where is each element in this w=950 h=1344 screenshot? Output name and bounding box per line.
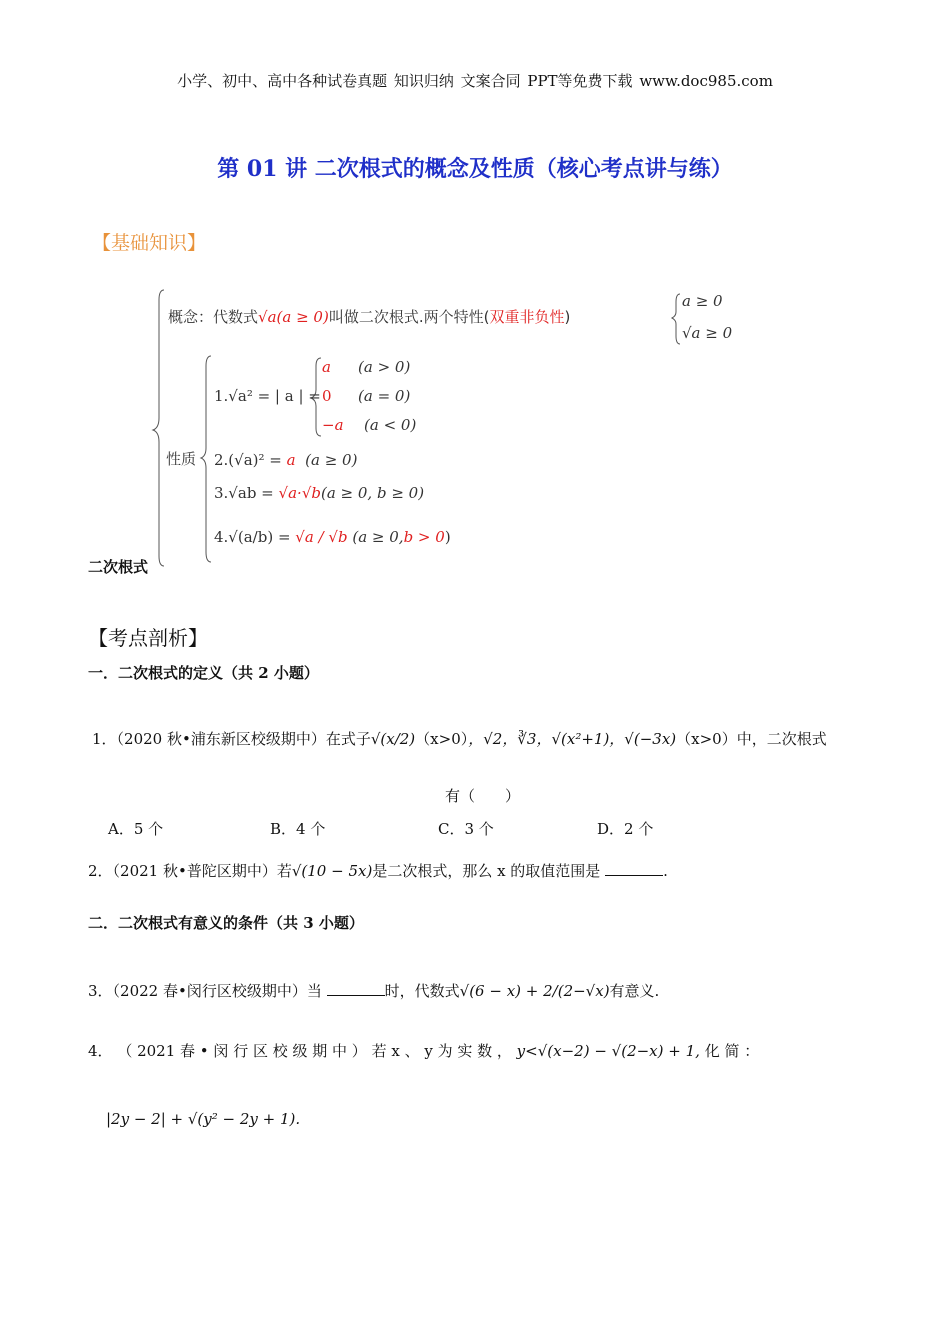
section-2-heading: 二．二次根式有意义的条件（共 3 小题）: [88, 914, 364, 932]
property-label: 性质: [166, 450, 197, 468]
property-1: 1.√a² = | a | =: [214, 387, 321, 405]
section-1-heading: 一．二次根式的定义（共 2 小题）: [88, 664, 319, 682]
property-2: 2.(√a)² = a (a ≥ 0): [214, 451, 358, 469]
q2-answer-blank[interactable]: [605, 861, 663, 876]
q1-option-a: A．5 个: [108, 820, 164, 838]
q4-simplify-expression: |2y − 2| + √(y² − 2y + 1).: [106, 1110, 301, 1128]
p1-case-3: −a (a < 0): [322, 416, 417, 434]
question-1-line-2: 有（ ）: [445, 787, 521, 805]
concept-label: 概念：代数式: [168, 308, 259, 326]
question-4: 4． （ 2021 春 • 闵 行 区 校 级 期 中 ） 若 x 、 y 为 实 数 ， y<√(x−2) − √(2−x) + 1, 化 简 ：: [88, 1042, 760, 1060]
q1-expr-1: √(x/2): [370, 730, 416, 748]
property-4: 4.√(a/b) = √a / √b (a ≥ 0,b > 0): [214, 528, 451, 546]
q2-expression: √(10 − 5x): [291, 862, 373, 880]
q3-answer-blank[interactable]: [327, 981, 385, 996]
q1-expr-2: ，√2，∛3，√(x²+1)，√(−3x): [468, 730, 677, 748]
property-3: 3.√ab = √a·√b(a ≥ 0, b ≥ 0): [214, 484, 425, 502]
concept-expression: √a(a ≥ 0): [258, 308, 329, 326]
question-2: 2．（2021 秋•普陀区期中）若√(10 − 5x)是二次根式，那么 x 的取值范围是 .: [88, 862, 668, 880]
q3-expression: √(6 − x) + 2/(2−√x): [459, 982, 610, 1000]
p1-case-2: 0 (a = 0): [322, 387, 411, 405]
question-1: 1．（2020 秋•浦东新区校级期中）在式子√(x/2)（x>0），√2，∛3，√(x²+1)，√(−3x)（x>0）中，二次根式: [92, 730, 827, 748]
question-3: 3．（2022 春•闵行区校级期中）当 时，代数式√(6 − x) + 2/(2−√x)有意义.: [88, 982, 660, 1000]
double-nonnegativity: 双重非负性: [489, 308, 565, 326]
basic-knowledge-heading: 【基础知识】: [92, 232, 207, 254]
concept-middle-text: 叫做二次根式.两个特性(: [328, 308, 490, 326]
concept-close-paren: ): [564, 308, 571, 326]
analysis-heading: 【考点剖析】: [88, 626, 208, 650]
p1-case-1: a (a > 0): [322, 358, 411, 376]
q1-option-b: B．4 个: [270, 820, 326, 838]
concept-condition-1: a ≥ 0: [682, 292, 723, 310]
concept-condition-2: √a ≥ 0: [682, 324, 733, 342]
mindmap-root: 二次根式: [88, 558, 149, 576]
q1-option-c: C．3 个: [438, 820, 494, 838]
q4-expression: y<√(x−2) − √(2−x) + 1,: [516, 1042, 700, 1060]
page-header: 小学、初中、高中各种试卷真题 知识归纳 文案合同 PPT等免费下载 www.doc985.com: [177, 72, 773, 90]
page-title: 第 01 讲 二次根式的概念及性质（核心考点讲与练）: [217, 156, 733, 182]
q1-option-d: D．2 个: [597, 820, 654, 838]
concept-line: [168, 306, 570, 327]
